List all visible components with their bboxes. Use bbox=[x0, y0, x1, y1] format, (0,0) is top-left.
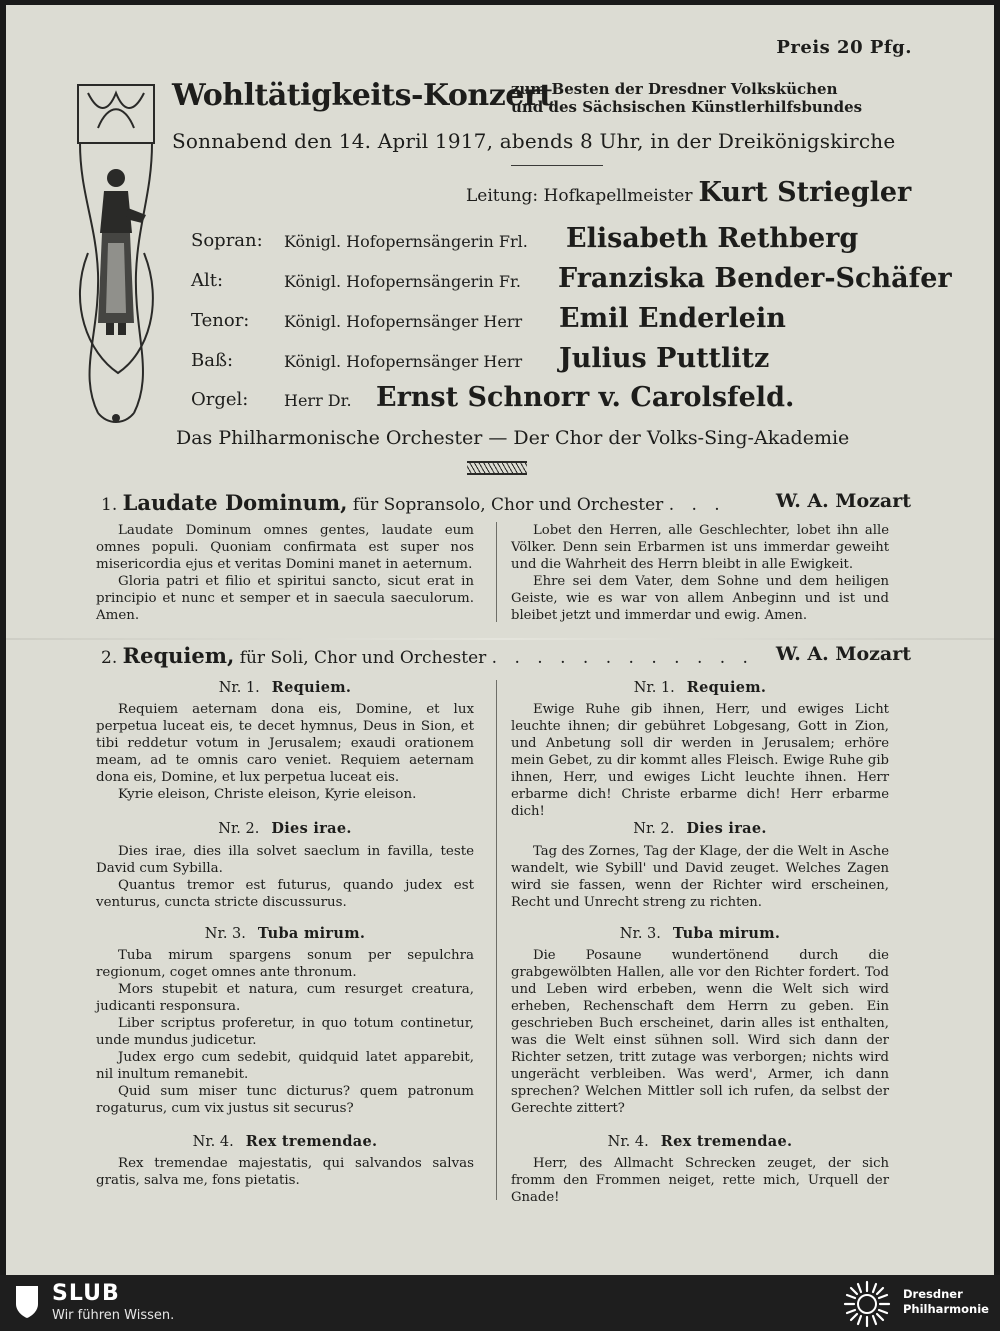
german-text bbox=[511, 701, 889, 820]
performer-row bbox=[191, 223, 951, 259]
section-name: Dies irae. bbox=[686, 820, 767, 837]
section-heading bbox=[96, 1133, 474, 1150]
performer-role: Tenor: bbox=[191, 310, 250, 331]
section-number: Nr. 2. bbox=[218, 821, 260, 837]
column-divider bbox=[496, 522, 497, 622]
vignette-illustration bbox=[68, 73, 164, 433]
section-heading bbox=[96, 679, 474, 696]
piece-dots: . . . bbox=[668, 495, 726, 515]
concert-subtitle: zum Besten der Dresdner Volksküchen und des Sächsischen Künstlerhilfsbundes bbox=[511, 80, 863, 116]
performer-name: Franziska Bender-Schäfer bbox=[558, 263, 952, 294]
column-divider bbox=[496, 680, 497, 1200]
performer-name: Julius Puttlitz bbox=[559, 343, 770, 374]
program-sheet bbox=[6, 5, 994, 1275]
performer-row bbox=[191, 343, 951, 379]
section-number: Nr. 4. bbox=[607, 1134, 649, 1150]
performer-role: Orgel: bbox=[191, 389, 249, 410]
german-text bbox=[511, 947, 889, 1117]
piece-number: 2. bbox=[101, 648, 118, 668]
text-paragraph: Rex tremendae majestatis, qui salvandos salvas gratis, salva me, fons pietatis. bbox=[96, 1156, 474, 1188]
performer-role: Sopran: bbox=[191, 230, 263, 251]
slub-tagline: Wir führen Wissen. bbox=[52, 1308, 175, 1323]
text-paragraph: Judex ergo cum sedebit, quidquid latet apparebit, nil inultum remanebit. bbox=[96, 1050, 474, 1082]
philharmonie-logo-icon[interactable] bbox=[842, 1279, 892, 1329]
section-number: Nr. 1. bbox=[218, 680, 260, 696]
section-heading bbox=[511, 925, 889, 942]
section-name: Tuba mirum. bbox=[257, 925, 366, 942]
footer-bar bbox=[0, 1275, 1000, 1331]
section-name: Rex tremendae. bbox=[660, 1133, 793, 1150]
section-number: Nr. 2. bbox=[633, 821, 675, 837]
piece-scoring: für Soli, Chor und Orchester bbox=[239, 648, 487, 668]
text-paragraph: Gloria patri et filio et spiritui sancto, sicut erat in principio et nunc et semper et in saecula saeculorum. Amen. bbox=[96, 574, 474, 623]
piece-title: Laudate Dominum, bbox=[122, 490, 348, 515]
performer-name: Elisabeth Rethberg bbox=[566, 223, 859, 254]
philharmonie-name[interactable]: Dresdner Philharmonie bbox=[903, 1287, 989, 1316]
piece-composer: W. A. Mozart bbox=[775, 490, 911, 512]
section-name: Dies irae. bbox=[271, 820, 352, 837]
section-name: Requiem. bbox=[686, 679, 767, 696]
section-number: Nr. 1. bbox=[633, 680, 675, 696]
performer-name: Emil Enderlein bbox=[559, 303, 786, 334]
section-number: Nr. 3. bbox=[204, 926, 246, 942]
conductor-line bbox=[466, 177, 911, 208]
performer-row bbox=[191, 382, 951, 418]
section-heading bbox=[96, 820, 474, 837]
section-number: Nr. 4. bbox=[192, 1134, 234, 1150]
text-paragraph: Quantus tremor est futurus, quando judex est venturus, cuncta stricte discussurus. bbox=[96, 878, 474, 910]
latin-text bbox=[96, 522, 474, 624]
performer-row bbox=[191, 263, 951, 299]
piece-scoring: für Sopransolo, Chor und Orchester bbox=[352, 495, 664, 515]
ornament-divider bbox=[467, 461, 527, 475]
text-paragraph: Tag des Zornes, Tag der Klage, der die Welt in Asche wandelt, wie Sybill' und David zeuget. Welches Zagen wird sie fassen, wenn der Richter wird erscheinen, Recht und Unrecht streng zu richten. bbox=[511, 844, 889, 910]
piece-number: 1. bbox=[101, 495, 118, 515]
ensemble-line: Das Philharmonische Orchester — Der Chor der Volks-Sing-Akademie bbox=[176, 427, 850, 449]
latin-text bbox=[96, 701, 474, 803]
text-paragraph: Herr, des Allmacht Schrecken zeuget, der sich fromm den Frommen neiget, rette mich, Urquell der Gnade! bbox=[511, 1156, 889, 1205]
text-paragraph: Kyrie eleison, Christe eleison, Kyrie eleison. bbox=[118, 787, 417, 802]
performer-title: Königl. Hofopernsängerin Frl. bbox=[284, 232, 528, 251]
conductor-name: Kurt Striegler bbox=[698, 177, 912, 208]
text-paragraph: Mors stupebit et natura, cum resurget creatura, judicanti responsura. bbox=[96, 982, 474, 1014]
performer-title: Herr Dr. bbox=[284, 391, 352, 410]
text-paragraph: Dies irae, dies illa solvet saeclum in favilla, teste David cum Sybilla. bbox=[96, 844, 474, 876]
piece-heading bbox=[101, 643, 911, 668]
performer-role: Alt: bbox=[191, 270, 224, 291]
text-paragraph: Liber scriptus proferetur, in quo totum continetur, unde mundus judicetur. bbox=[96, 1016, 474, 1048]
german-text bbox=[511, 522, 889, 624]
piece-title: Requiem, bbox=[122, 643, 235, 668]
text-paragraph: Requiem aeternam dona eis, Domine, et lux perpetua luceat eis, te decet hymnus, Deus in Sion, et tibi reddetur votum in Jerusalem; exaudi orationem meam, ad te omnis caro veniet. Requiem aeternam dona eis, Domine, et lux perpetua luceat eis. bbox=[96, 702, 474, 785]
price-label: Preis 20 Pfg. bbox=[776, 37, 912, 58]
section-heading bbox=[511, 820, 889, 837]
concert-title: Wohltätigkeits-Konzert bbox=[172, 78, 553, 113]
latin-text bbox=[96, 843, 474, 911]
section-heading bbox=[511, 679, 889, 696]
concert-dateline: Sonnabend den 14. April 1917, abends 8 Uhr, in der Dreikönigskirche bbox=[172, 129, 896, 153]
title-divider bbox=[511, 165, 603, 166]
performer-name: Ernst Schnorr v. Carolsfeld. bbox=[376, 382, 795, 413]
performer-title: Königl. Hofopernsänger Herr bbox=[284, 312, 523, 331]
text-paragraph: Die Posaune wundertönend durch die grabgewölbten Hallen, alle vor den Richter fordert. Tod und Leben wird erbeben, wenn die Welt sich wird erheben, Rechenschaft dem Herrn zu geben. Ein geschrieben Buch erscheinet, darin alles ist enthalten, was die Welt einst sühnen soll. Wird sich dann der Richter setzen, tritt zutage was verborgen; nichts wird ungerächt verbleiben. Was werd', Armer, ich dann sprechen? Welchen Mittler soll ich rufen, da selbst der Gerechte zittert? bbox=[511, 948, 889, 1116]
section-name: Requiem. bbox=[271, 679, 352, 696]
text-paragraph: Ehre sei dem Vater, dem Sohne und dem heiligen Geiste, wie es war von allem Anbeginn und ist und bleibet jetzt und immerdar und ewig. Amen. bbox=[511, 574, 889, 623]
slub-logo-icon[interactable] bbox=[12, 1284, 42, 1320]
text-paragraph: Quid sum miser tunc dicturus? quem patronum rogaturus, cum vix justus sit securus? bbox=[96, 1084, 474, 1116]
text-paragraph: Lobet den Herren, alle Geschlechter, lobet ihn alle Völker. Denn sein Erbarmen ist uns immerdar geweiht und die Wahrheit des Herrn bleibt in alle Ewigkeit. bbox=[511, 523, 889, 572]
piece-composer: W. A. Mozart bbox=[775, 643, 911, 665]
section-heading bbox=[511, 1133, 889, 1150]
piece-dots: . . . . . . . . . . . . bbox=[491, 648, 754, 668]
paper-fold bbox=[6, 638, 994, 640]
latin-text bbox=[96, 1155, 474, 1189]
text-paragraph: Ewige Ruhe gib ihnen, Herr, und ewiges Licht leuchte ihnen; dir gebühret Lobgesang, Gott in Zion, und Anbetung soll dir werden in Jerusalem; erhöre mein Gebet, zu dir kommt alles Fleisch. Ewige Ruhe gib ihnen, Herr, und ewiges Licht leuchte ihnen. Herr erbarme dich! Christe erbarme dich! Herr erbarme dich! bbox=[511, 702, 889, 819]
section-name: Tuba mirum. bbox=[672, 925, 781, 942]
performer-title: Königl. Hofopernsänger Herr bbox=[284, 352, 523, 371]
performer-row bbox=[191, 303, 951, 339]
german-text bbox=[511, 843, 889, 911]
section-number: Nr. 3. bbox=[619, 926, 661, 942]
section-name: Rex tremendae. bbox=[245, 1133, 378, 1150]
german-text bbox=[511, 1155, 889, 1206]
section-heading bbox=[96, 925, 474, 942]
text-paragraph: Tuba mirum spargens sonum per sepulchra regionum, coget omnes ante thronum. bbox=[96, 948, 474, 980]
performer-title: Königl. Hofopernsängerin Fr. bbox=[284, 272, 521, 291]
latin-text bbox=[96, 947, 474, 1117]
piece-heading bbox=[101, 490, 911, 515]
conductor-label: Leitung: Hofkapellmeister bbox=[466, 186, 693, 206]
slub-name[interactable]: SLUB bbox=[52, 1281, 120, 1306]
text-paragraph: Laudate Dominum omnes gentes, laudate eum omnes populi. Quoniam confirmata est super nos misericordia ejus et veritas Domini manet in aeternum. bbox=[96, 523, 474, 572]
performer-role: Baß: bbox=[191, 350, 234, 371]
